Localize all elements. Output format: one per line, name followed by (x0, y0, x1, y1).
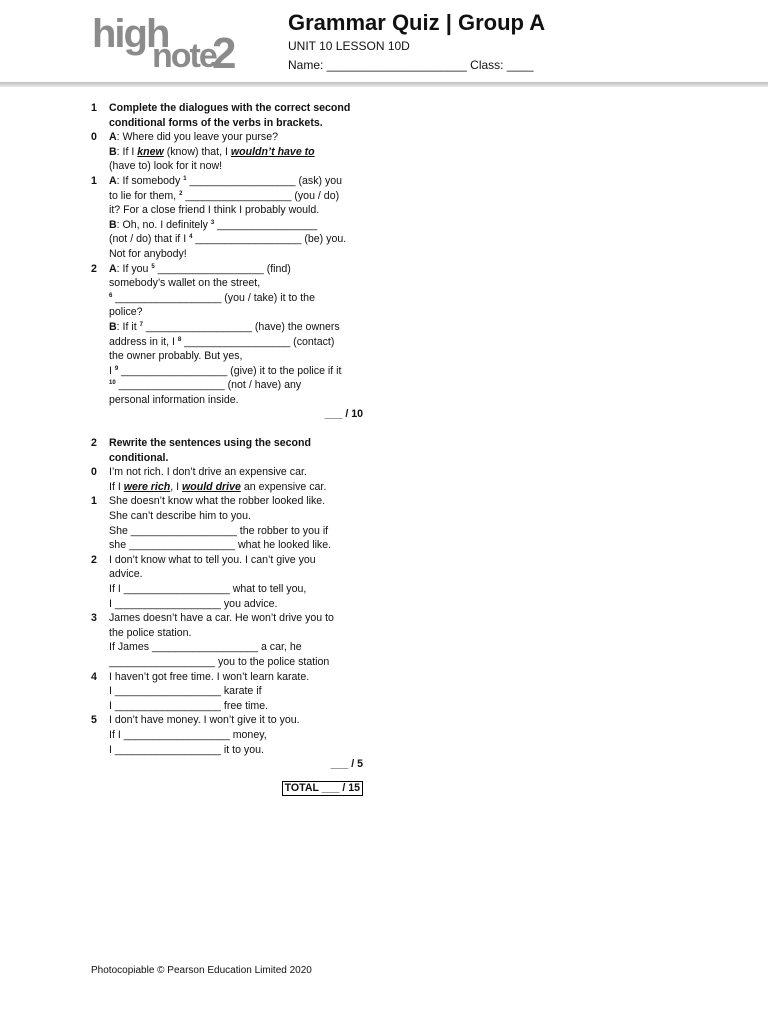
gap-number: 1 (183, 175, 187, 182)
copyright-footer: Photocopiable © Pearson Education Limited 2020 (91, 965, 312, 976)
answer-blank: __________________ (give) it to the police if it (118, 364, 342, 377)
exercise-1-dialogue-1 (91, 174, 363, 262)
total-score-wrap (91, 781, 363, 796)
line-text: : If somebody (116, 174, 184, 187)
line-text: (have to) look for it now! (109, 160, 223, 173)
dialogue-line (109, 291, 363, 306)
line-text: the police station. (109, 626, 192, 639)
answer-blank: __________________ (ask) you (186, 174, 343, 187)
dialogue-line (109, 364, 363, 379)
line-text: personal information inside. (109, 393, 239, 406)
line-text: : If I (116, 145, 138, 158)
speaker-label: B (109, 320, 117, 333)
item-number: 0 (91, 131, 97, 144)
item-number: 5 (91, 714, 97, 727)
line-text: to lie for them, (109, 189, 180, 202)
instruction-text: Rewrite the sentences using the second conditional. (109, 437, 311, 464)
logo-word-high: high (92, 12, 169, 56)
line-text: address in it, I (109, 335, 178, 348)
gap-number: 3 (210, 219, 215, 226)
line-text: I haven’t got free time. I won’t learn karate. (109, 670, 310, 683)
quiz-content (91, 101, 363, 796)
line-text: advice. (109, 568, 143, 581)
exercise-number: 2 (91, 437, 97, 450)
answer-line: I __________________ free time. (109, 699, 269, 712)
header-divider (0, 82, 768, 87)
answer-blank: __________________ (be) you. (192, 233, 347, 246)
logo-number: 2 (212, 29, 237, 78)
example-answer: were rich (123, 480, 171, 493)
dialogue-line (109, 174, 363, 189)
exercise-1-instruction (91, 101, 363, 130)
total-score-box: TOTAL ___ / 15 (282, 781, 363, 796)
line-text: I’m not rich. I don’t drive an expensive car. (109, 466, 307, 479)
answer-blank: __________________ (you / take) it to the (112, 291, 315, 304)
line-text: I (109, 364, 115, 377)
exercise-2-instruction (91, 436, 363, 465)
line-text: the owner probably. But yes, (109, 350, 243, 363)
exercise-2-item-5 (91, 713, 363, 757)
dialogue-line (109, 189, 363, 204)
example-answer: would drive (182, 480, 241, 493)
line-text: somebody’s wallet on the street, (109, 277, 261, 290)
item-number: 0 (91, 466, 97, 479)
gap-number: 2 (179, 190, 183, 197)
answer-line: __________________ you to the police station (109, 655, 330, 668)
answer-line: I __________________ it to you. (109, 743, 264, 756)
example-line (109, 480, 363, 495)
exercise-2-item-3 (91, 611, 363, 669)
dialogue-line (109, 378, 363, 393)
answer-blank: _________________ (214, 218, 318, 231)
item-number: 4 (91, 670, 97, 683)
exercise-1-example (91, 130, 363, 174)
line-text: I don’t know what to tell you. I can’t give you (109, 553, 316, 566)
exercise-1-dialogue-2 (91, 262, 363, 408)
line-text: (not / do) that if I (109, 233, 190, 246)
dialogue-line (109, 145, 363, 160)
gap-number: 6 (109, 292, 113, 299)
speaker-label: A (109, 262, 117, 275)
logo-word-note: note (152, 37, 216, 75)
unit-lesson: UNIT 10 LESSON 10D (288, 39, 410, 53)
dialogue-line (109, 232, 363, 247)
line-text: (know) that, I (163, 145, 231, 158)
exercise-2-item-2 (91, 553, 363, 611)
page-title: Grammar Quiz | Group A (288, 10, 546, 35)
example-answer: wouldn’t have to (230, 145, 315, 158)
exercise-2-score: ___ / 5 (330, 758, 363, 771)
exercise-2-item-4 (91, 670, 363, 714)
item-number: 1 (91, 174, 97, 187)
answer-blank: __________________ (you / do) (182, 189, 340, 202)
answer-blank: __________________ (not / have) any (115, 379, 302, 392)
line-text: : If it (116, 320, 140, 333)
answer-line: I __________________ karate if (109, 685, 262, 698)
dialogue-line (109, 320, 363, 335)
exercise-number: 1 (91, 102, 97, 114)
answer-line: If I __________________ money, (109, 728, 267, 741)
line-text: James doesn’t have a car. He won’t drive you to (109, 612, 334, 625)
exercise-1-score: ___ / 10 (324, 408, 363, 421)
gap-number: 7 (139, 321, 143, 328)
line-text: an expensive car. (240, 480, 327, 493)
answer-blank: __________________ (find) (154, 262, 291, 275)
exercise-2-item-1 (91, 494, 363, 552)
exercise-2-example (91, 465, 363, 494)
dialogue-line (109, 130, 363, 145)
item-number: 2 (91, 262, 97, 275)
answer-line: I __________________ you advice. (109, 597, 278, 610)
speaker-label: B (109, 218, 117, 231)
gap-number: 10 (109, 380, 116, 387)
line-text: If I (109, 480, 124, 493)
line-text: : Oh, no. I definitely (116, 218, 211, 231)
line-text: : Where did you leave your purse? (116, 131, 279, 144)
item-number: 3 (91, 612, 97, 625)
section-spacer (91, 422, 363, 436)
example-answer: knew (137, 145, 164, 158)
line-text: , I (170, 480, 183, 493)
line-text: police? (109, 306, 143, 319)
line-text: She can’t describe him to you. (109, 510, 251, 523)
gap-number: 5 (151, 263, 155, 270)
high-note-logo (92, 12, 244, 78)
speaker-label: A (109, 174, 117, 187)
item-number: 2 (91, 553, 97, 566)
line-text: She doesn’t know what the robber looked like. (109, 495, 326, 508)
gap-number: 9 (114, 365, 119, 372)
answer-blank: __________________ (contact) (181, 335, 335, 348)
line-text: I don’t have money. I won’t give it to you. (109, 714, 300, 727)
dialogue-line (109, 262, 363, 277)
answer-blank: __________________ (have) the owners (142, 320, 340, 333)
name-class-line: Name: _____________________ Class: ____ (288, 58, 534, 72)
answer-line: If I __________________ what to tell you, (109, 583, 307, 595)
line-text: it? For a close friend I think I probably would. (109, 204, 320, 217)
answer-line: She __________________ the robber to you if (109, 524, 329, 537)
speaker-label: A (109, 131, 117, 144)
answer-line: she __________________ what he looked like. (109, 539, 332, 552)
dialogue-line (109, 335, 363, 350)
answer-line: If James __________________ a car, he (109, 641, 302, 654)
instruction-text: Complete the dialogues with the correct second conditional forms of the verbs in brackets. (109, 102, 351, 129)
item-number: 1 (91, 495, 97, 508)
dialogue-line (109, 218, 363, 233)
speaker-label: B (109, 145, 117, 158)
line-text: Not for anybody! (109, 247, 187, 260)
gap-number: 4 (189, 234, 193, 241)
line-text: : If you (116, 262, 152, 275)
gap-number: 8 (177, 336, 182, 343)
